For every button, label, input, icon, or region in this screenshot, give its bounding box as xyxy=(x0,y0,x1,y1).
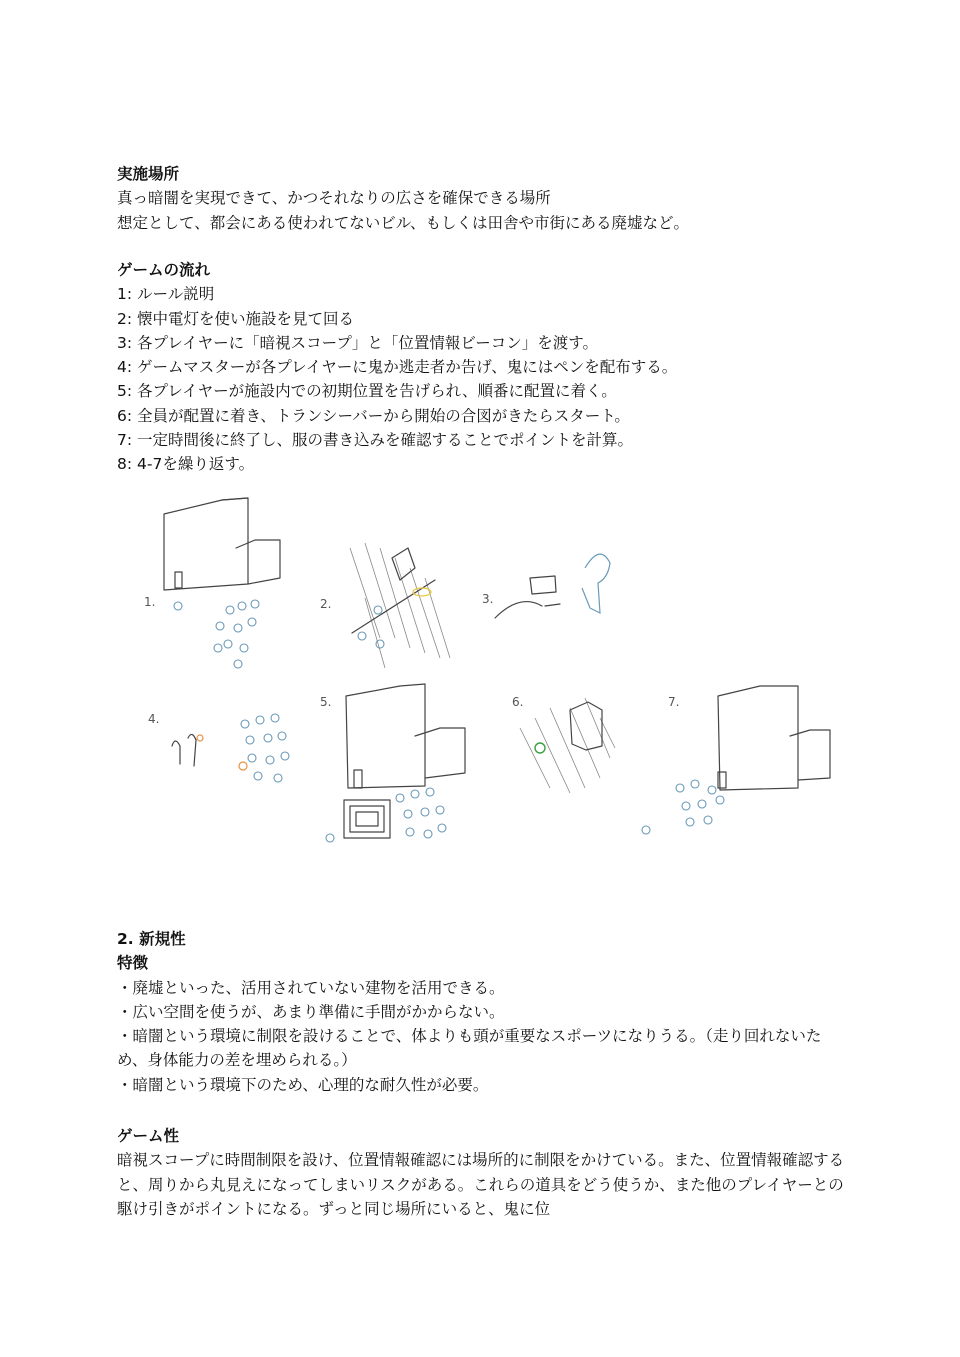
location-line-1: 真っ暗闇を実現できて、かつそれなりの広さを確保できる場所 xyxy=(117,189,551,208)
sketch-label-2: 2. xyxy=(320,597,332,611)
sketch-7 xyxy=(642,686,830,834)
flow-step: 6: 全員が配置に着き、トランシーバーから開始の合図がきたらスタート。 xyxy=(117,406,630,425)
sketch-label-7: 7. xyxy=(668,695,680,709)
feature-item: ・暗闇という環境に制限を設けることで、体よりも頭が重要なスポーツになりうる。（走り回れないため、身体能力の差を埋められる。） xyxy=(117,1027,822,1070)
flow-step: 8: 4-7を繰り返す。 xyxy=(117,455,255,474)
sketch-3 xyxy=(482,554,610,618)
game-flow-heading: ゲームの流れ xyxy=(117,261,211,279)
location-line-2: 想定として、都会にある使われてないビル、もしくは田舎や市街にある廃墟など。 xyxy=(117,213,689,232)
feature-item: ・廃墟といった、活用されていない建物を活用できる。 xyxy=(117,978,505,997)
flow-step: 5: 各プレイヤーが施設内での初期位置を告げられ、順番に配置に着く。 xyxy=(117,382,617,401)
gameplay-heading: ゲーム性 xyxy=(117,1127,180,1145)
feature-item: ・暗闇という環境下のため、心理的な耐久性が必要。 xyxy=(117,1075,489,1094)
location-section xyxy=(117,162,847,235)
sketch-5 xyxy=(320,684,465,842)
gameplay-section xyxy=(117,1124,847,1221)
location-heading: 実施場所 xyxy=(117,165,180,183)
sketch-label-5: 5. xyxy=(320,695,332,709)
flow-step: 2: 懐中電灯を使い施設を見て回る xyxy=(117,309,355,328)
sketch-label-3: 3. xyxy=(482,592,494,606)
novelty-section xyxy=(117,927,847,1097)
sketch-4 xyxy=(148,712,289,782)
sketch-label-1: 1. xyxy=(144,595,156,609)
novelty-heading: 2. 新規性 xyxy=(117,930,186,948)
sketch-2 xyxy=(320,543,450,668)
flow-step: 7: 一定時間後に終了し、服の書き込みを確認することでポイントを計算。 xyxy=(117,431,634,450)
feature-item: ・広い空間を使うが、あまり準備に手間がかからない。 xyxy=(117,1002,505,1021)
features-subheading: 特徴 xyxy=(117,954,149,973)
flow-step: 1: ルール説明 xyxy=(117,285,215,304)
gameplay-text: 暗視スコープに時間制限を設け、位置情報確認には場所的に制限をかけている。また、位置情報確認すると、周りから丸見えになってしまいリスクがある。これらの道具をどう使うか、また他のプレイヤーとの駆け引きがポイントになる。ずっと同じ場所にいると、鬼に位 xyxy=(117,1151,845,1218)
flow-step: 3: 各プレイヤーに「暗視スコープ」と「位置情報ビーコン」を渡す。 xyxy=(117,333,598,352)
sketch-label-6: 6. xyxy=(512,695,524,709)
game-flow-section xyxy=(117,258,847,477)
sketch-label-4: 4. xyxy=(148,712,160,726)
flow-step: 4: ゲームマスターが各プレイヤーに鬼か逃走者か告げ、鬼にはペンを配布する。 xyxy=(117,358,678,377)
sketch-1 xyxy=(144,498,280,668)
hand-drawn-sketches xyxy=(130,488,850,863)
sketch-6 xyxy=(512,695,615,793)
